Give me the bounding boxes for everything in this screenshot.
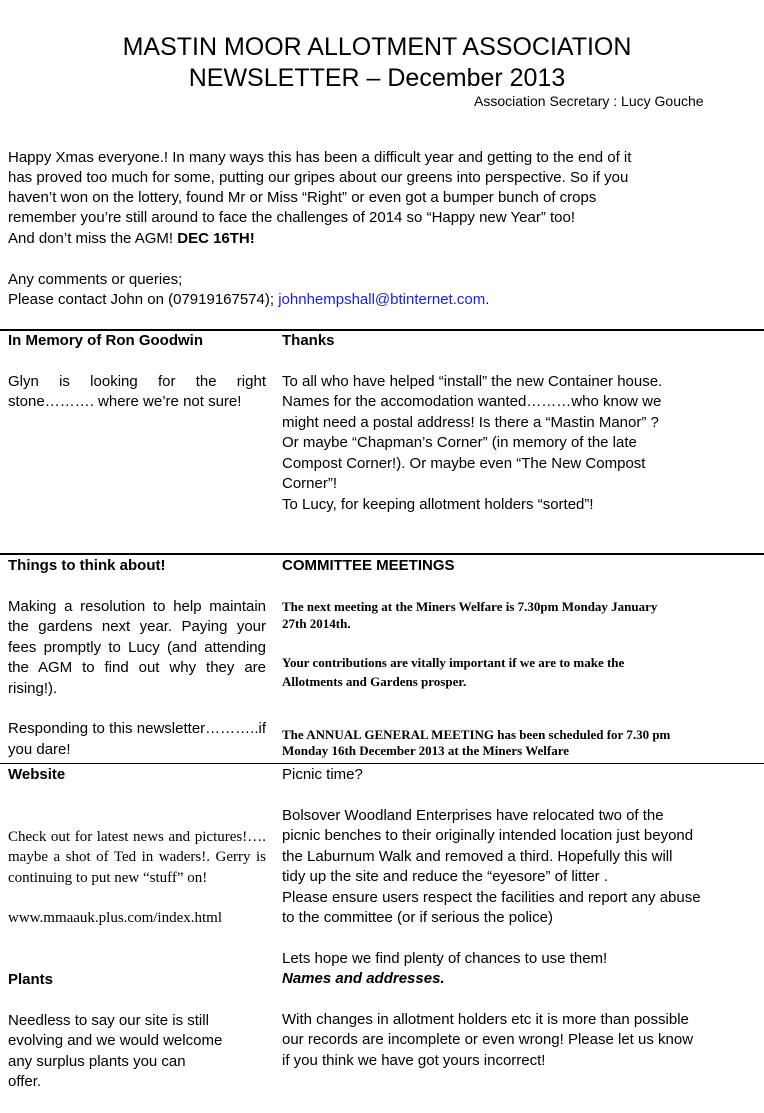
memory-heading: In Memory of Ron Goodwin <box>8 332 203 349</box>
plants-line: offer. <box>8 1073 42 1090</box>
names-line: if you think we have got yours incorrect! <box>282 1051 546 1069</box>
committee-section <box>282 556 764 762</box>
plants-heading: Plants <box>8 971 54 988</box>
agm-date: DEC 16TH! <box>177 230 255 247</box>
thanks-line: Corner”! <box>282 475 338 492</box>
thanks-line: Compost Corner!). Or maybe even “The New Compost <box>282 454 646 472</box>
plants-line: any surplus plants you can <box>8 1052 186 1070</box>
picnic-section <box>282 765 764 1071</box>
website-url[interactable]: www.mmaauk.plus.com/index.html <box>8 910 222 926</box>
think-section <box>8 556 266 760</box>
thanks-line: Names for the accomodation wanted………who know we <box>282 393 662 410</box>
thanks-line: Or maybe “Chapman’s Corner” (in memory of the late <box>282 434 637 451</box>
agm-reminder <box>8 229 764 249</box>
committee-heading: COMMITTEE MEETINGS <box>282 557 455 574</box>
intro-line: has proved too much for some, putting our gripes about our greens into perspective. So if you <box>8 169 629 186</box>
newsletter-title: MASTIN MOOR ALLOTMENT ASSOCIATION <box>122 33 632 61</box>
picnic-line: the Laburnum Walk and removed a third. Hopefully this will <box>282 847 673 865</box>
website-body: Check out for latest news and pictures!…. maybe a shot of Ted in waders!. Gerry is continuing to put new “stuff” on! <box>8 828 266 886</box>
names-line: With changes in allotment holders etc it is more than possible <box>282 1010 689 1028</box>
secretary-line: Association Secretary : Lucy Gouche <box>474 93 704 109</box>
plants-line: evolving and we would welcome <box>8 1032 223 1049</box>
names-heading: Names and addresses. <box>282 970 445 987</box>
plants-section <box>8 970 266 1093</box>
website-section <box>8 765 266 929</box>
contact-line <box>8 290 764 310</box>
committee-line: 27th 2014th. <box>282 616 351 631</box>
think-body: Responding to this newsletter………..if you dare! <box>8 720 266 758</box>
section-divider <box>0 763 764 764</box>
think-body: Making a resolution to help maintain the gardens next year. Paying your fees promptly to Lucy (and attending the AGM to find out why they are rising!). <box>8 597 266 697</box>
plants-line: Needless to say our site is still <box>8 1011 209 1029</box>
think-heading: Things to think about! <box>8 557 166 574</box>
memory-section <box>8 331 266 413</box>
agm-reminder-text: And don’t miss the AGM! <box>8 230 178 247</box>
thanks-line: To Lucy, for keeping allotment holders “sorted”! <box>282 495 594 513</box>
picnic-line: to the committee (or if serious the police) <box>282 909 553 926</box>
picnic-line: tidy up the site and reduce the “eyesore” of litter . <box>282 868 609 885</box>
intro-line: haven’t won on the lottery, found Mr or Miss “Right” or even got a bumper bunch of crops <box>8 189 597 206</box>
intro-line: Happy Xmas everyone.! In many ways this has been a difficult year and getting to the end of it <box>8 149 632 166</box>
thanks-heading: Thanks <box>282 332 335 349</box>
committee-line: Your contributions are vitally important if we are to make the <box>282 654 625 670</box>
thanks-section <box>282 331 764 515</box>
names-line: our records are incomplete or even wrong! Please let us know <box>282 1031 694 1048</box>
comments-line: Any comments or queries; <box>8 271 183 288</box>
section-divider <box>0 553 764 555</box>
agm-schedule-line: Monday 16th December 2013 at the Miners Welfare <box>282 743 570 758</box>
picnic-line: picnic benches to their originally intended location just beyond <box>282 827 694 844</box>
email-link[interactable]: johnhempshall@btinternet.com <box>278 291 486 308</box>
committee-line: The next meeting at the Miners Welfare is 7.30pm Monday January <box>282 598 658 614</box>
picnic-line: Please ensure users respect the facilities and report any abuse <box>282 888 701 906</box>
picnic-line: Bolsover Woodland Enterprises have relocated two of the <box>282 806 664 824</box>
website-heading: Website <box>8 766 66 783</box>
contact-text: Please contact John on (07919167574); <box>8 291 279 308</box>
intro-line: remember you’re still around to face the challenges of 2014 so “Happy new Year” too! <box>8 209 575 226</box>
thanks-line: To all who have helped “install” the new Container house. <box>282 372 663 390</box>
committee-line: Allotments and Gardens prosper. <box>282 674 467 689</box>
picnic-heading: Picnic time? <box>282 766 363 783</box>
newsletter-subtitle: NEWSLETTER – December 2013 <box>188 64 566 92</box>
memory-body: Glyn is looking for the right stone………. where we’re not sure! <box>8 372 266 410</box>
agm-schedule-line: The ANNUAL GENERAL MEETING has been scheduled for 7.30 pm <box>282 726 671 742</box>
email-suffix: . <box>485 291 490 308</box>
picnic-line: Lets hope we find plenty of chances to use them! <box>282 949 608 967</box>
thanks-line: might need a postal address! Is there a “Mastin Manor” ? <box>282 413 659 431</box>
